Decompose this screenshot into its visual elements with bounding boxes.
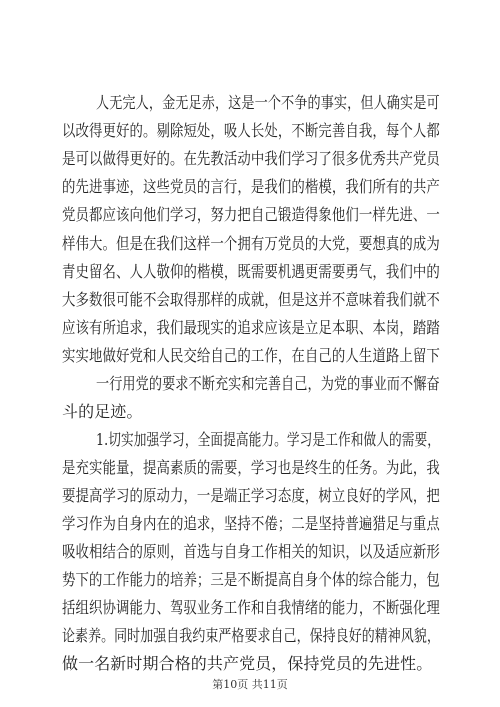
body-text-line: 以改得更好的。剔除短处，吸人长处，不断完善自我，每个人都: [62, 121, 440, 140]
body-text-line: 样伟大。但是在我们这样一个拥有万党员的大党，要想真的成为: [62, 234, 440, 253]
body-text-line: 青史留名、人人敬仰的楷模，既需要机遇更需要勇气，我们中的: [62, 262, 440, 281]
body-text-line: 大多数很可能不会取得那样的成就，但是这并不意味着我们就不: [62, 290, 440, 309]
body-text-line: 要提高学习的原动力，一是端正学习态度，树立良好的学风，把: [62, 486, 440, 505]
page-number-footer: 第10页 共11页: [212, 678, 288, 691]
body-text-line: 论素养。同时加强自我约束严格要求自己，保持良好的精神风貌，: [62, 626, 440, 645]
body-text-line: 应该有所追求，我们最现实的追求应该是立足本职、本岗，踏踏: [62, 318, 440, 337]
body-text-line: 斗的足迹。: [62, 402, 143, 421]
body-text-line: 实实地做好党和人民交给自己的工作，在自己的人生道路上留下: [62, 346, 440, 365]
body-text-line: 吸收相结合的原则，首选与自身工作相关的知识，以及适应新形: [62, 542, 440, 561]
body-text-line: 是可以做得更好的。在先教活动中我们学习了很多优秀共产党员: [62, 149, 440, 168]
body-text-line: 做一名新时期合格的共产党员，保持党员的先进性。: [62, 654, 433, 673]
body-text-line: 势下的工作能力的培养；三是不断提高自身个体的综合能力，包: [62, 570, 440, 589]
body-text-line: 学习作为自身内在的追求，坚持不倦；二是坚持普遍猎足与重点: [62, 514, 440, 533]
body-text-line: 党员都应该向他们学习，努力把自己锻造得象他们一样先进、一: [62, 205, 440, 224]
body-text-line: 1.切实加强学习，全面提高能力。学习是工作和做人的需要，: [96, 430, 441, 449]
body-text-line: 一行用党的要求不断充实和完善自己，为党的事业而不懈奋: [96, 374, 440, 393]
body-text-line: 人无完人，金无足赤，这是一个不争的事实，但人确实是可: [96, 93, 440, 112]
body-text-line: 的先进事迹，这些党员的言行，是我们的楷模，我们所有的共产: [62, 177, 440, 196]
body-text-line: 是充实能量，提高素质的需要，学习也是终生的任务。为此，我: [62, 458, 440, 477]
body-text-line: 括组织协调能力、驾驭业务工作和自我情绪的能力，不断强化理: [62, 598, 440, 617]
